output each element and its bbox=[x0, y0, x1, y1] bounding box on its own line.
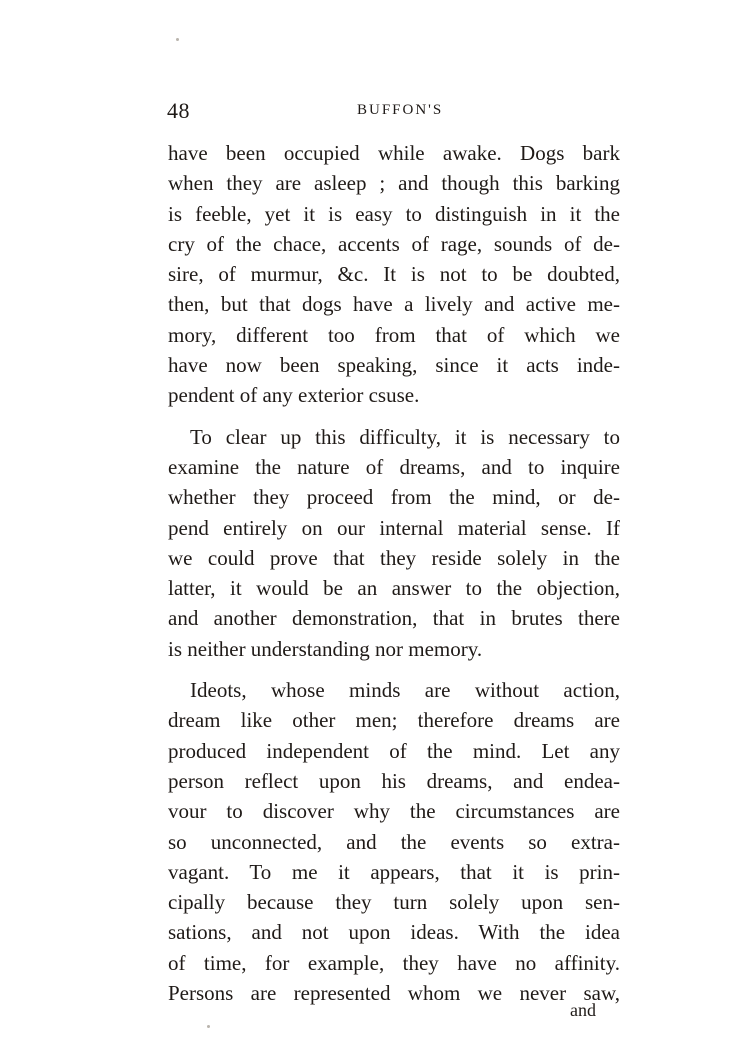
text-line: and another demonstration, that in brutes there bbox=[168, 606, 620, 631]
text-line: pend entirely on our internal material sense. If bbox=[168, 515, 620, 540]
ink-speck bbox=[176, 38, 179, 41]
text-line: we could prove that they reside solely in the bbox=[168, 545, 620, 570]
text-line: sire, of murmur, &c. It is not to be doubted, bbox=[168, 262, 620, 287]
text-line: cipally because they turn solely upon sen- bbox=[168, 890, 620, 915]
text-line: latter, it would be an answer to the objection, bbox=[168, 576, 620, 601]
text-line: vagant. To me it appears, that it is prin- bbox=[168, 859, 620, 884]
text-line: mory, different too from that of which we bbox=[168, 322, 620, 347]
paragraph-gap bbox=[168, 664, 620, 675]
text-line: dream like other men; therefore dreams are bbox=[168, 708, 620, 733]
text-line: have been occupied while awake. Dogs bark bbox=[168, 141, 620, 165]
text-line: pendent of any exterior csuse. bbox=[168, 383, 420, 408]
text-line: sations, and not upon ideas. With the idea bbox=[168, 920, 620, 945]
paragraph bbox=[168, 422, 620, 664]
text-line: examine the nature of dreams, and to inquire bbox=[168, 454, 620, 479]
text-line: whether they proceed from the mind, or de- bbox=[168, 485, 620, 510]
paragraph bbox=[168, 138, 620, 411]
body-text bbox=[168, 138, 620, 1008]
running-head: BUFFON'S bbox=[357, 102, 444, 118]
text-line: is neither understanding nor memory. bbox=[168, 636, 483, 661]
page-header bbox=[167, 98, 617, 128]
text-line: person reflect upon his dreams, and endea- bbox=[168, 768, 620, 793]
text-line: have now been speaking, since it acts inde- bbox=[168, 353, 620, 378]
text-line: Ideots, whose minds are without action, bbox=[190, 678, 620, 703]
text-line: of time, for example, they have no affinity. bbox=[168, 950, 620, 975]
text-line: vour to discover why the circumstances are bbox=[168, 799, 620, 824]
text-line: Persons are represented whom we never saw, bbox=[168, 981, 620, 1006]
page-number: 48 bbox=[167, 98, 190, 123]
text-line: produced independent of the mind. Let any bbox=[168, 738, 620, 763]
text-line: cry of the chace, accents of rage, sounds of de- bbox=[168, 231, 620, 256]
paragraph-gap bbox=[168, 411, 620, 422]
text-line: so unconnected, and the events so extra- bbox=[168, 829, 620, 854]
catchword: and bbox=[570, 1000, 596, 1020]
text-line: To clear up this difficulty, it is necessary to bbox=[190, 424, 620, 449]
text-line: is feeble, yet it is easy to distinguish in it the bbox=[168, 201, 620, 226]
text-line: then, but that dogs have a lively and active me- bbox=[168, 292, 620, 317]
paragraph bbox=[168, 675, 620, 1008]
ink-speck bbox=[207, 1025, 210, 1028]
text-line: when they are asleep ; and though this barking bbox=[168, 171, 620, 196]
